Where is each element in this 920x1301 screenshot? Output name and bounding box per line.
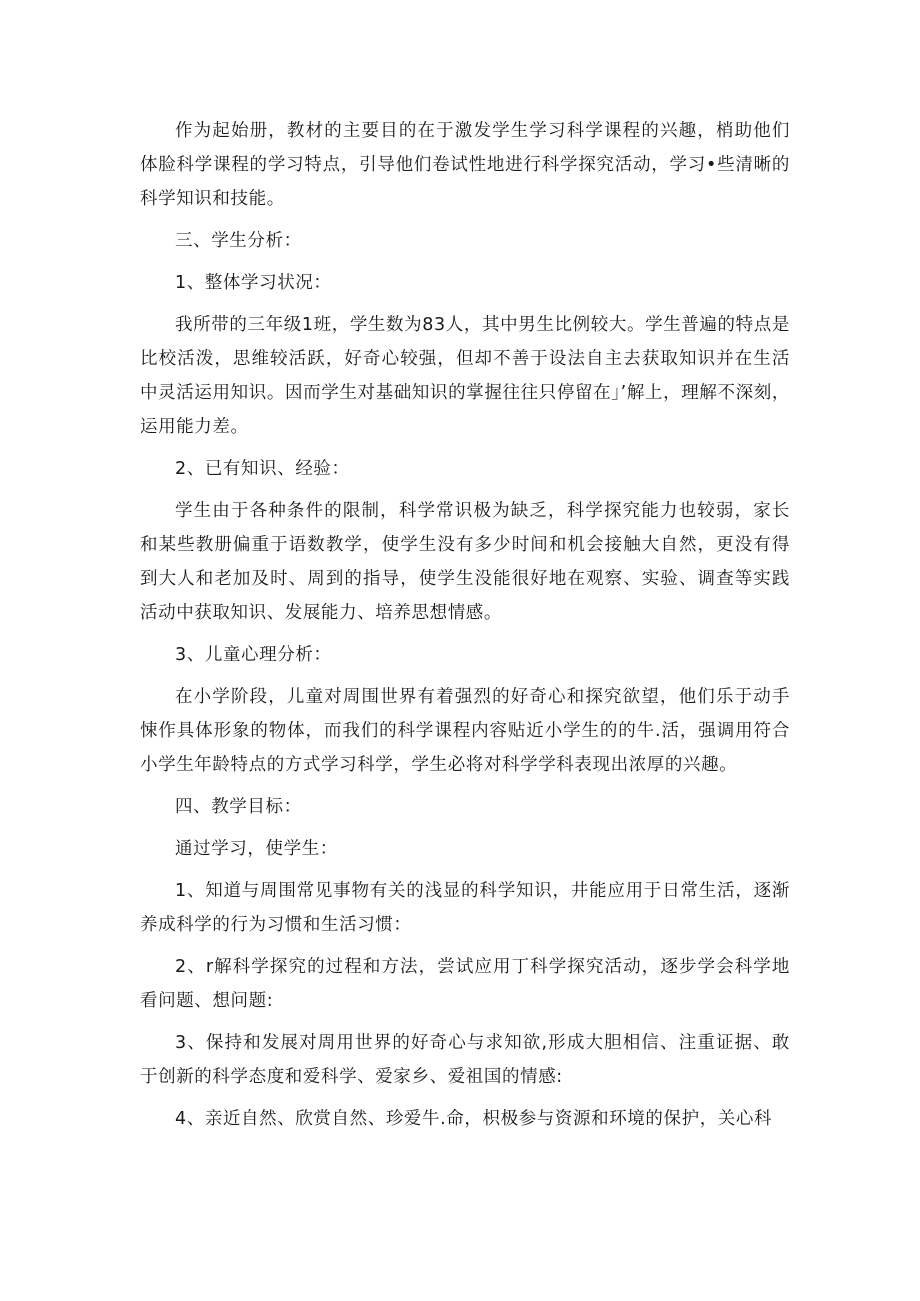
paragraph-child-psychology: 在小学阶段，儿童对周围世界有着强烈的好奇心和探究欲望，他们乐于动手悚作具体形象的物体，而我们的科学课程内容贴近小学生的的牛.活，强调用符合小学生年龄特点的方式学习科学，学生必将对科学学科表现出浓厚的兴趣。 xyxy=(140,687,790,775)
goals-intro: 通过学习，使学生： xyxy=(175,839,338,859)
paragraph-overall-status: 我所带的三年级1班，学生数为83人，其中男生比例较大。学生普遍的特点是比校活泼，思维较活跃，好奇心较强，但却不善于设法自主去获取知识并在生活中灵活运用知识。因而学生对基础知识的掌握往往只停留在」’解上，理解不深刻，运用能力差。 xyxy=(140,315,790,437)
subheading-child-psychology: 3、儿童心理分析： xyxy=(175,645,332,665)
document-body xyxy=(140,114,790,1144)
subheading-prior-knowledge: 2、已有知识、经验： xyxy=(175,459,350,479)
goal-item-1: 1、知道与周围常见事物有关的浅显的科学知识，井能应用于日常生活，逐渐养成科学的行为习惯和生活习惯： xyxy=(140,881,790,935)
intro-paragraph: 作为起始册，教材的主要目的在于激发学生学习科学课程的兴趣，梢助他们体脸科学课程的学习特点，引导他们卷试性地进行科学探究活动，学习•些清晰的科学知识和技能。 xyxy=(140,121,790,209)
section-heading-student-analysis: 三、学生分析： xyxy=(175,231,302,251)
subheading-overall-status: 1、整体学习状况： xyxy=(175,273,332,293)
goal-item-3: 3、保持和发展对周用世界的好奇心与求知欲,形成大胆相信、注重证据、敢于创新的科学态度和爱科学、爱家乡、爱祖国的情感: xyxy=(140,1033,790,1087)
goal-item-2: 2、r解科学探究的过程和方法，尝试应用丁科学探究活动，逐步学会科学地看问题、想问题: xyxy=(140,957,790,1011)
paragraph-prior-knowledge: 学生由于各种条件的限制，科学常识极为缺乏，科学探究能力也较弱，家长和某些教册偏重于语数教学，使学生没有多少时间和机会接触大自然，更没有得到大人和老加及时、周到的指导，使学生没能很好地在观察、实验、调查等实践活动中获取知识、发展能力、培养思想情感。 xyxy=(140,501,790,623)
goal-item-4: 4、亲近自然、欣赏自然、珍爱牛.命，枳极参与资源和环境的保护，关心科 xyxy=(175,1109,773,1129)
section-heading-teaching-goals: 四、教学目标： xyxy=(175,797,302,817)
